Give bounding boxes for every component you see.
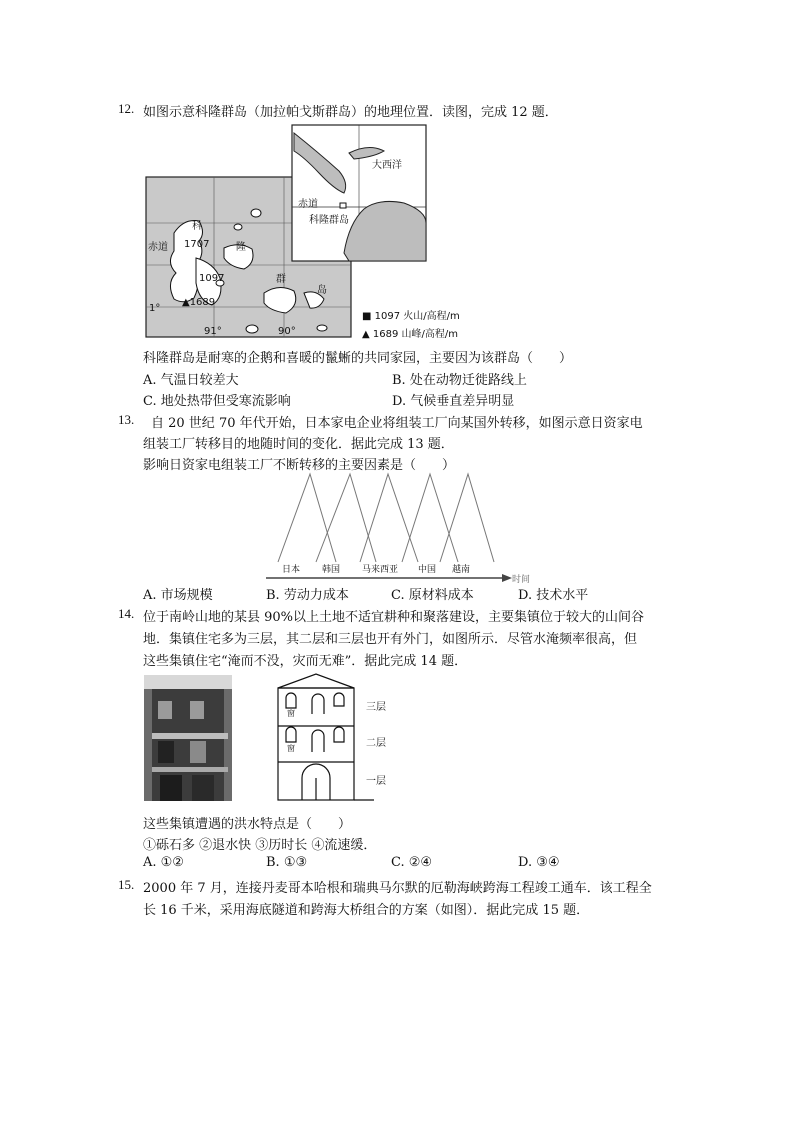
q12-number: 12. bbox=[118, 101, 135, 116]
q14-option-b[interactable]: B. ①③ bbox=[266, 855, 308, 870]
main-label-qun: 群 bbox=[276, 274, 286, 285]
q15-stem-line1: 2000 年 7 月，连接丹麦哥本哈根和瑞典马尔默的厄勒海峡跨海工程竣工通车．该工程全 bbox=[143, 881, 652, 896]
q14-stem-line2: 地．集镇住宅多为三层，其二层和三层也开有外门，如图所示．尽管水淹频率很高，但 bbox=[143, 632, 638, 647]
axis-time-label: 时间 bbox=[512, 575, 531, 585]
q12-option-a[interactable]: A. 气温日较差大 bbox=[143, 373, 239, 388]
main-label-equator: 赤道 bbox=[148, 242, 168, 253]
inset-label-atlantic: 大西洋 bbox=[372, 160, 402, 171]
country-korea: 韩国 bbox=[322, 565, 341, 575]
q13-option-c[interactable]: C. 原材料成本 bbox=[391, 588, 474, 603]
floor-label-3: 三层 bbox=[366, 702, 386, 713]
window-label-3: 窗 bbox=[287, 709, 295, 718]
main-label-lat: 1° bbox=[149, 303, 161, 314]
q12-option-d[interactable]: D. 气候垂直差异明显 bbox=[392, 394, 515, 409]
q14-number: 14. bbox=[118, 606, 135, 621]
q12-option-b[interactable]: B. 处在动物迁徙路线上 bbox=[392, 373, 527, 388]
house-diagram bbox=[266, 670, 396, 802]
main-label-lon2: 90° bbox=[278, 326, 296, 337]
house-photo-image bbox=[144, 675, 232, 801]
main-label-elev1: 1707 bbox=[184, 239, 210, 250]
inset-label-equator: 赤道 bbox=[298, 199, 318, 210]
main-label-long: 隆 bbox=[236, 242, 246, 253]
q15-stem-line2: 长 16 千米，采用海底隧道和跨海大桥组合的方案（如图）．据此完成 15 题． bbox=[143, 903, 590, 918]
q13-stem-line1: 自 20 世纪 70 年代开始，日本家电企业将组装工厂向某国外转移，如图示意日资家电 bbox=[151, 416, 643, 431]
main-label-ke: 科 bbox=[192, 221, 202, 232]
floor-label-2: 二层 bbox=[366, 738, 386, 749]
peak-icon: ▲ bbox=[362, 329, 370, 340]
main-label-elev2: 1097 bbox=[199, 273, 225, 284]
q14-option-d[interactable]: D. ③④ bbox=[518, 855, 560, 870]
q12-option-c[interactable]: C. 地处热带但受寒流影响 bbox=[143, 394, 291, 409]
q13-stem-line2: 组装工厂转移目的地随时间的变化．据此完成 13 题． bbox=[143, 437, 454, 452]
migration-chart bbox=[264, 470, 534, 585]
legend-volcano-text: 1097 火山/高程/m bbox=[374, 311, 460, 322]
floor-label-1: 一层 bbox=[366, 776, 386, 787]
legend-volcano bbox=[362, 307, 460, 322]
factory-migration-figure bbox=[264, 470, 534, 585]
q14-option-a[interactable]: A. ①② bbox=[143, 855, 184, 870]
volcano-icon: ■ bbox=[362, 311, 372, 322]
country-malaysia: 马来西亚 bbox=[362, 565, 399, 575]
q12-stem: 如图示意科隆群岛（加拉帕戈斯群岛）的地理位置．读图，完成 12 题． bbox=[143, 105, 558, 120]
q14-items: ①砾石多 ②退水快 ③历时长 ④流速缓． bbox=[143, 838, 377, 853]
q15-number: 15. bbox=[118, 877, 135, 892]
legend-peak-text: 1689 山峰/高程/m bbox=[372, 329, 458, 340]
q13-option-a[interactable]: A. 市场规模 bbox=[143, 588, 213, 603]
main-label-dao: 岛 bbox=[317, 285, 327, 296]
galapagos-map-figure bbox=[144, 123, 484, 341]
q14-option-c[interactable]: C. ②④ bbox=[391, 855, 433, 870]
q13-option-b[interactable]: B. 劳动力成本 bbox=[266, 588, 349, 603]
inset-label-islands: 科隆群岛 bbox=[309, 215, 349, 226]
q14-stem-line1: 位于南岭山地的某县 90%以上土地不适宜耕种和聚落建设，主要集镇位于较大的山间谷 bbox=[143, 610, 645, 625]
house-photo bbox=[144, 675, 232, 801]
country-china: 中国 bbox=[418, 565, 437, 575]
legend-peak bbox=[362, 325, 458, 340]
q13-question: 影响日资家电组装工厂不断转移的主要因素是（ ） bbox=[143, 458, 456, 473]
q13-option-d[interactable]: D. 技术水平 bbox=[518, 588, 589, 603]
main-label-elev3: ▲1689 bbox=[182, 297, 216, 308]
main-label-lon1: 91° bbox=[204, 326, 222, 337]
country-vietnam: 越南 bbox=[452, 565, 471, 575]
country-japan: 日本 bbox=[282, 565, 301, 575]
q14-stem-line3: 这些集镇住宅“淹而不没，灾而无难”．据此完成 14 题． bbox=[143, 654, 468, 669]
q13-number: 13. bbox=[118, 412, 135, 427]
window-label-2: 窗 bbox=[287, 744, 295, 753]
q14-question: 这些集镇遭遇的洪水特点是（ ） bbox=[143, 817, 352, 832]
q12-question: 科隆群岛是耐寒的企鹅和喜暖的鬣蜥的共同家园，主要因为该群岛（ ） bbox=[143, 351, 573, 366]
